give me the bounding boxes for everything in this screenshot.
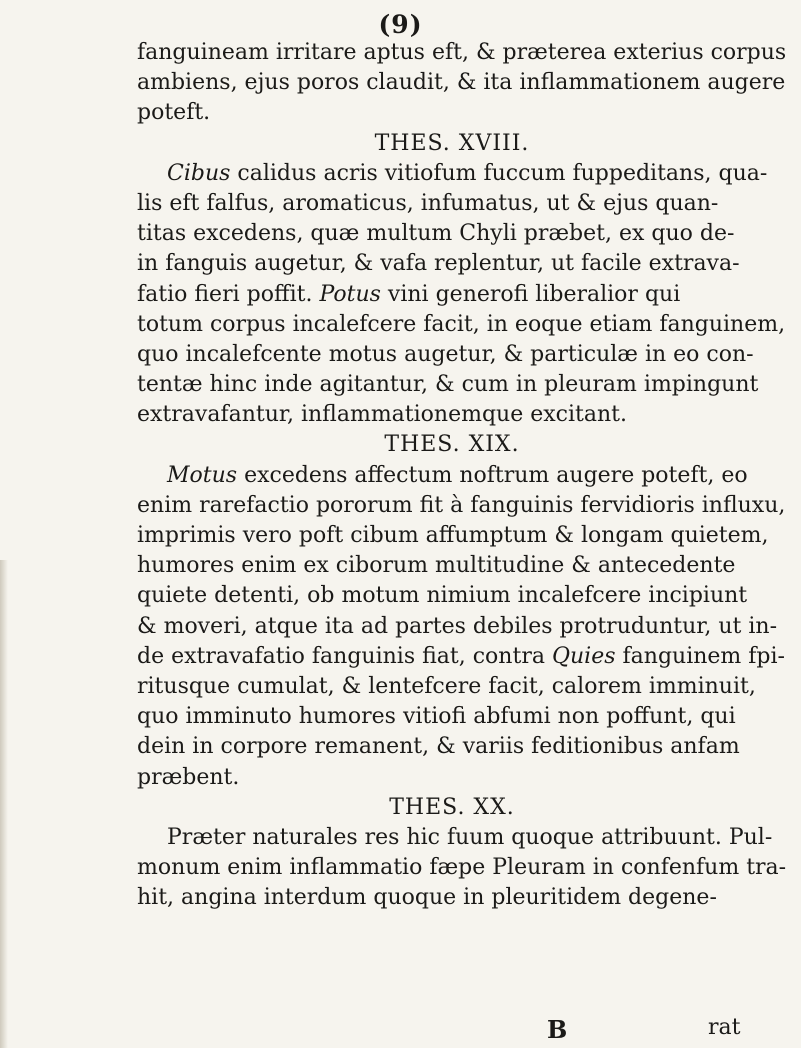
thesis-heading-xx: THES. XX. [389, 794, 515, 820]
text-line: & moveri, atque ita ad partes debiles protruduntur, ut in- [137, 613, 778, 639]
text-line: Cibus calidus acris vitiofum fuccum fuppeditans, qua- [167, 160, 768, 186]
emphasis-word: Potus [319, 281, 381, 307]
catchword: rat [708, 1015, 741, 1040]
text-line: fanguineam irritare aptus eft, & prӕterea exterius corpus [137, 40, 787, 65]
text-line: lis eft falfus, aromaticus, infumatus, ut & ejus quan- [137, 190, 719, 216]
text-line: fatio fieri poffit. Potus vini generofi liberalior qui [137, 281, 681, 307]
page-number-header: (9) [378, 10, 423, 39]
emphasis-word: Motus [167, 462, 238, 488]
emphasis-word: Cibus [167, 160, 231, 186]
text-line: Motus excedens affectum noftrum augere poteft, eo [167, 462, 748, 488]
text-line: humores enim ex ciborum multitudine & antecedente [137, 553, 736, 579]
text-line: quiete detenti, ob motum nimium incalefcere incipiunt [137, 583, 748, 609]
text-line: quo imminuto humores vitiofi abfumi non poffunt, qui [137, 704, 736, 730]
text-line: imprimis vero poft cibum affumptum & longam quietem, [137, 523, 769, 548]
text-line: poteft. [137, 100, 211, 126]
text-line: titas excedens, quӕ multum Chyli prӕbet, ex quo de- [137, 221, 735, 247]
text-line: enim rarefactio pororum fit à fanguinis fervidioris influxu, [137, 492, 786, 518]
text-line: in fanguis augetur, & vafa replentur, ut facile extrava- [137, 251, 740, 277]
text-line: quo incalefcente motus augetur, & particulӕ in eo con- [137, 341, 754, 367]
text-line: de extravafatio fanguinis fiat, contra Quies fanguinem fpi- [137, 643, 785, 669]
text-line: hit, angina interdum quoque in pleuritidem degene- [137, 885, 717, 911]
signature-mark: B [547, 1015, 568, 1044]
text-line: ambiens, ejus poros claudit, & ita inflammationem augere [137, 70, 786, 96]
emphasis-word: Quies [551, 643, 616, 669]
text-line: monum enim inflammatio fӕpe Pleuram in confenfum tra- [137, 855, 787, 881]
text-line: dein in corpore remanent, & variis feditionibus anfam [137, 734, 740, 760]
thesis-heading-xix: THES. XIX. [384, 432, 520, 458]
thesis-heading-xviii: THES. XVIII. [374, 130, 530, 156]
body-text [137, 38, 787, 913]
text-line: totum corpus incalefcere facit, in eoque etiam fanguinem, [137, 311, 786, 337]
text-line: prӕbent. [137, 764, 240, 790]
page-edge-shadow [0, 560, 8, 1048]
text-line: ritusque cumulat, & lentefcere facit, calorem imminuit, [137, 673, 756, 699]
text-line: Prӕter naturales res hic fuum quoque attribuunt. Pul- [167, 824, 773, 850]
text-line: tentӕ hinc inde agitantur, & cum in pleuram impingunt [137, 372, 759, 398]
text-line: extravafantur, inflammationemque excitant. [137, 402, 627, 428]
